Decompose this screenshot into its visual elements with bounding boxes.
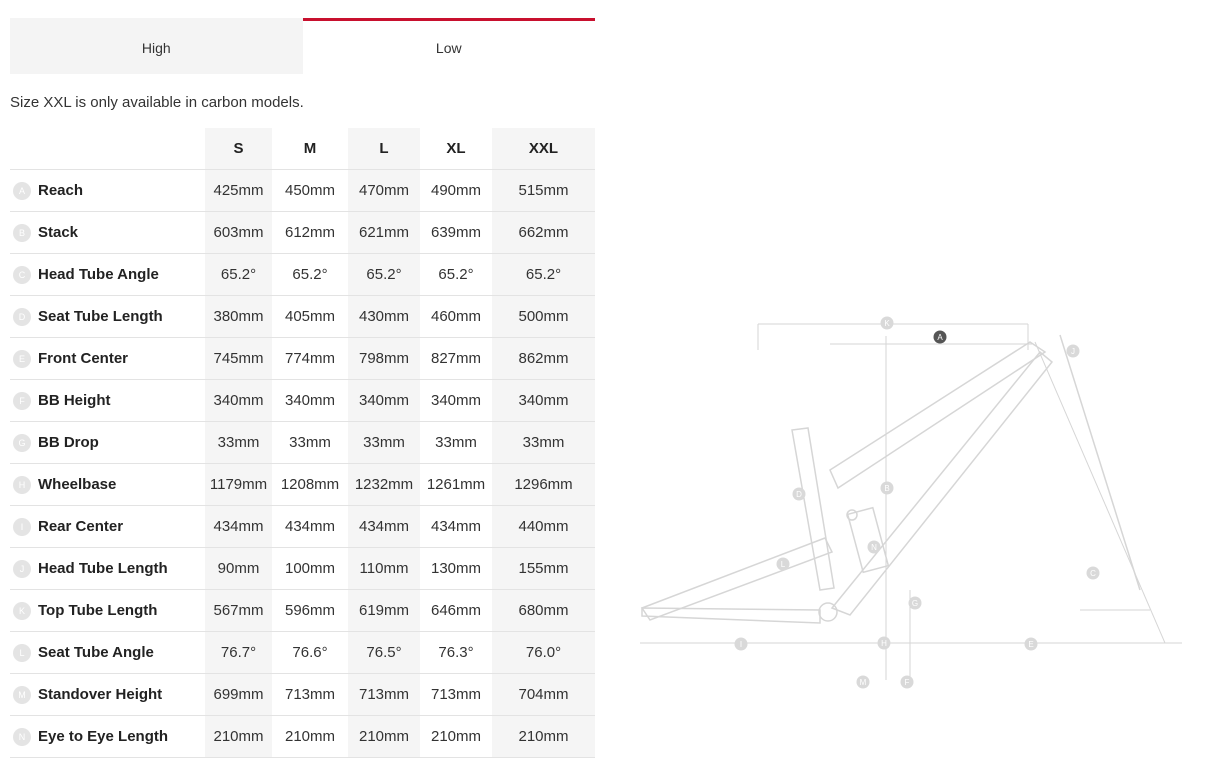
value-cell-xxl: 680mm (492, 590, 595, 632)
row-label-cell (10, 506, 205, 548)
table-row (10, 212, 595, 254)
row-label (10, 674, 205, 715)
value-cell-l: 340mm (348, 380, 420, 422)
value-cell-xxl: 76.0° (492, 632, 595, 674)
table-row (10, 380, 595, 422)
value-cell-m: 210mm (272, 716, 348, 758)
value-cell-xl: 65.2° (420, 254, 492, 296)
geometry-tabs (10, 18, 595, 74)
row-label (10, 632, 205, 673)
row-label (10, 716, 205, 757)
table-row (10, 464, 595, 506)
column-header-xxl: XXL (492, 128, 595, 170)
svg-text:C: C (1090, 569, 1096, 578)
diagram-label-h (878, 637, 891, 650)
diagram-label-i (735, 638, 748, 651)
value-cell-m: 774mm (272, 338, 348, 380)
row-label-cell (10, 380, 205, 422)
value-cell-l: 1232mm (348, 464, 420, 506)
value-cell-l: 798mm (348, 338, 420, 380)
svg-text:M: M (859, 678, 867, 687)
column-header-s: S (205, 128, 272, 170)
diagram-label-f (901, 676, 914, 689)
svg-text:J: J (1071, 347, 1075, 356)
value-cell-m: 340mm (272, 380, 348, 422)
value-cell-xl: 490mm (420, 170, 492, 212)
value-cell-xxl: 155mm (492, 548, 595, 590)
value-cell-m: 1208mm (272, 464, 348, 506)
measurement-label: Rear Center (38, 518, 124, 535)
measurement-label: Standover Height (38, 686, 163, 703)
table-row (10, 548, 595, 590)
measurement-letter-badge: M (13, 686, 31, 704)
diagram-label-k (881, 317, 894, 330)
value-cell-xxl: 500mm (492, 296, 595, 338)
measurement-letter-badge: A (13, 182, 31, 200)
row-label-cell (10, 296, 205, 338)
value-cell-m: 405mm (272, 296, 348, 338)
value-cell-m: 33mm (272, 422, 348, 464)
diagram-label-d (793, 488, 806, 501)
row-label (10, 338, 205, 379)
diagram-label-b (881, 482, 894, 495)
value-cell-xl: 827mm (420, 338, 492, 380)
measurement-label: Top Tube Length (38, 602, 158, 619)
value-cell-xxl: 704mm (492, 674, 595, 716)
value-cell-xl: 434mm (420, 506, 492, 548)
diagram-label-m (857, 676, 870, 689)
diagram-label-j (1067, 345, 1080, 358)
value-cell-s: 603mm (205, 212, 272, 254)
svg-text:I: I (739, 640, 743, 649)
value-cell-xl: 713mm (420, 674, 492, 716)
value-cell-l: 430mm (348, 296, 420, 338)
value-cell-s: 745mm (205, 338, 272, 380)
geometry-table (10, 128, 595, 758)
value-cell-l: 619mm (348, 590, 420, 632)
value-cell-l: 76.5° (348, 632, 420, 674)
row-label (10, 380, 205, 421)
value-cell-s: 340mm (205, 380, 272, 422)
table-row (10, 506, 595, 548)
availability-note: Size XXL is only available in carbon models. (10, 94, 304, 111)
measurement-letter-badge: K (13, 602, 31, 620)
measurement-label: BB Drop (38, 434, 99, 451)
value-cell-m: 65.2° (272, 254, 348, 296)
value-cell-xxl: 662mm (492, 212, 595, 254)
value-cell-s: 33mm (205, 422, 272, 464)
value-cell-l: 470mm (348, 170, 420, 212)
row-label (10, 170, 205, 211)
measurement-label: Front Center (38, 350, 128, 367)
measurement-letter-badge: D (13, 308, 31, 326)
corner-cell (10, 128, 205, 170)
row-label (10, 254, 205, 295)
diagram-label-g (909, 597, 922, 610)
value-cell-s: 210mm (205, 716, 272, 758)
svg-text:A: A (937, 333, 943, 342)
measurement-letter-badge: E (13, 350, 31, 368)
column-header-m: M (272, 128, 348, 170)
table-row (10, 254, 595, 296)
value-cell-xl: 130mm (420, 548, 492, 590)
measurement-letter-badge: C (13, 266, 31, 284)
value-cell-s: 567mm (205, 590, 272, 632)
table-row (10, 674, 595, 716)
diagram-label-l (777, 558, 790, 571)
row-label-cell (10, 716, 205, 758)
value-cell-xl: 210mm (420, 716, 492, 758)
value-cell-s: 90mm (205, 548, 272, 590)
row-label-cell (10, 170, 205, 212)
value-cell-m: 612mm (272, 212, 348, 254)
value-cell-m: 76.6° (272, 632, 348, 674)
row-label (10, 464, 205, 505)
svg-text:E: E (1028, 640, 1034, 649)
row-label-cell (10, 632, 205, 674)
diagram-label-a (934, 331, 947, 344)
value-cell-xl: 33mm (420, 422, 492, 464)
value-cell-l: 33mm (348, 422, 420, 464)
value-cell-m: 100mm (272, 548, 348, 590)
value-cell-l: 713mm (348, 674, 420, 716)
column-header-xl: XL (420, 128, 492, 170)
measurement-letter-badge: G (13, 434, 31, 452)
value-cell-s: 76.7° (205, 632, 272, 674)
measurement-label: Reach (38, 182, 84, 199)
row-label-cell (10, 590, 205, 632)
value-cell-xl: 460mm (420, 296, 492, 338)
tab-high[interactable]: High (10, 18, 303, 74)
row-label-cell (10, 674, 205, 716)
row-label (10, 506, 205, 547)
value-cell-l: 621mm (348, 212, 420, 254)
value-cell-xxl: 33mm (492, 422, 595, 464)
value-cell-s: 699mm (205, 674, 272, 716)
measurement-letter-badge: I (13, 518, 31, 536)
diagram-label-n (868, 541, 881, 554)
table-row (10, 632, 595, 674)
measurement-letter-badge: N (13, 728, 31, 746)
row-label-cell (10, 464, 205, 506)
table-row (10, 170, 595, 212)
measurement-label: Eye to Eye Length (38, 728, 169, 745)
bike-geometry-diagram (620, 290, 1190, 700)
value-cell-l: 210mm (348, 716, 420, 758)
value-cell-xxl: 1296mm (492, 464, 595, 506)
row-label-cell (10, 548, 205, 590)
row-label-cell (10, 212, 205, 254)
value-cell-xl: 1261mm (420, 464, 492, 506)
value-cell-s: 380mm (205, 296, 272, 338)
row-label-cell (10, 254, 205, 296)
row-label (10, 548, 205, 589)
diagram-label-e (1025, 638, 1038, 651)
value-cell-xxl: 340mm (492, 380, 595, 422)
table-row (10, 422, 595, 464)
value-cell-m: 713mm (272, 674, 348, 716)
svg-text:L: L (780, 560, 786, 569)
row-label (10, 590, 205, 631)
value-cell-xxl: 440mm (492, 506, 595, 548)
measurement-letter-badge: B (13, 224, 31, 242)
table-row (10, 716, 595, 758)
value-cell-l: 65.2° (348, 254, 420, 296)
row-label (10, 422, 205, 463)
measurement-label: BB Height (38, 392, 111, 409)
value-cell-l: 110mm (348, 548, 420, 590)
svg-text:N: N (871, 543, 877, 552)
column-header-l: L (348, 128, 420, 170)
measurement-letter-badge: J (13, 560, 31, 578)
measurement-label: Seat Tube Length (38, 308, 163, 325)
value-cell-xl: 76.3° (420, 632, 492, 674)
value-cell-s: 425mm (205, 170, 272, 212)
value-cell-s: 434mm (205, 506, 272, 548)
svg-text:K: K (884, 319, 890, 328)
tab-low[interactable]: Low (303, 18, 596, 74)
value-cell-xxl: 862mm (492, 338, 595, 380)
value-cell-xxl: 65.2° (492, 254, 595, 296)
measurement-label: Head Tube Angle (38, 266, 159, 283)
row-label (10, 212, 205, 253)
svg-text:H: H (881, 639, 887, 648)
bike-frame-lines (640, 324, 1182, 680)
measurement-letter-badge: L (13, 644, 31, 662)
measurement-label: Stack (38, 224, 79, 241)
measurement-letter-badge: F (13, 392, 31, 410)
measurement-label: Seat Tube Angle (38, 644, 154, 661)
measurement-label: Wheelbase (38, 476, 117, 493)
value-cell-s: 1179mm (205, 464, 272, 506)
table-row (10, 338, 595, 380)
svg-text:B: B (884, 484, 890, 493)
value-cell-xl: 340mm (420, 380, 492, 422)
table-header-row (10, 128, 595, 170)
svg-text:G: G (911, 599, 919, 608)
row-label (10, 296, 205, 337)
value-cell-xxl: 210mm (492, 716, 595, 758)
value-cell-xxl: 515mm (492, 170, 595, 212)
value-cell-s: 65.2° (205, 254, 272, 296)
row-label-cell (10, 422, 205, 464)
table-row (10, 590, 595, 632)
row-label-cell (10, 338, 205, 380)
svg-text:F: F (904, 678, 910, 687)
value-cell-m: 434mm (272, 506, 348, 548)
value-cell-m: 596mm (272, 590, 348, 632)
measurement-label: Head Tube Length (38, 560, 168, 577)
value-cell-xl: 639mm (420, 212, 492, 254)
measurement-letter-badge: H (13, 476, 31, 494)
table-row (10, 296, 595, 338)
value-cell-m: 450mm (272, 170, 348, 212)
value-cell-l: 434mm (348, 506, 420, 548)
svg-text:D: D (796, 490, 802, 499)
value-cell-xl: 646mm (420, 590, 492, 632)
diagram-label-c (1087, 567, 1100, 580)
